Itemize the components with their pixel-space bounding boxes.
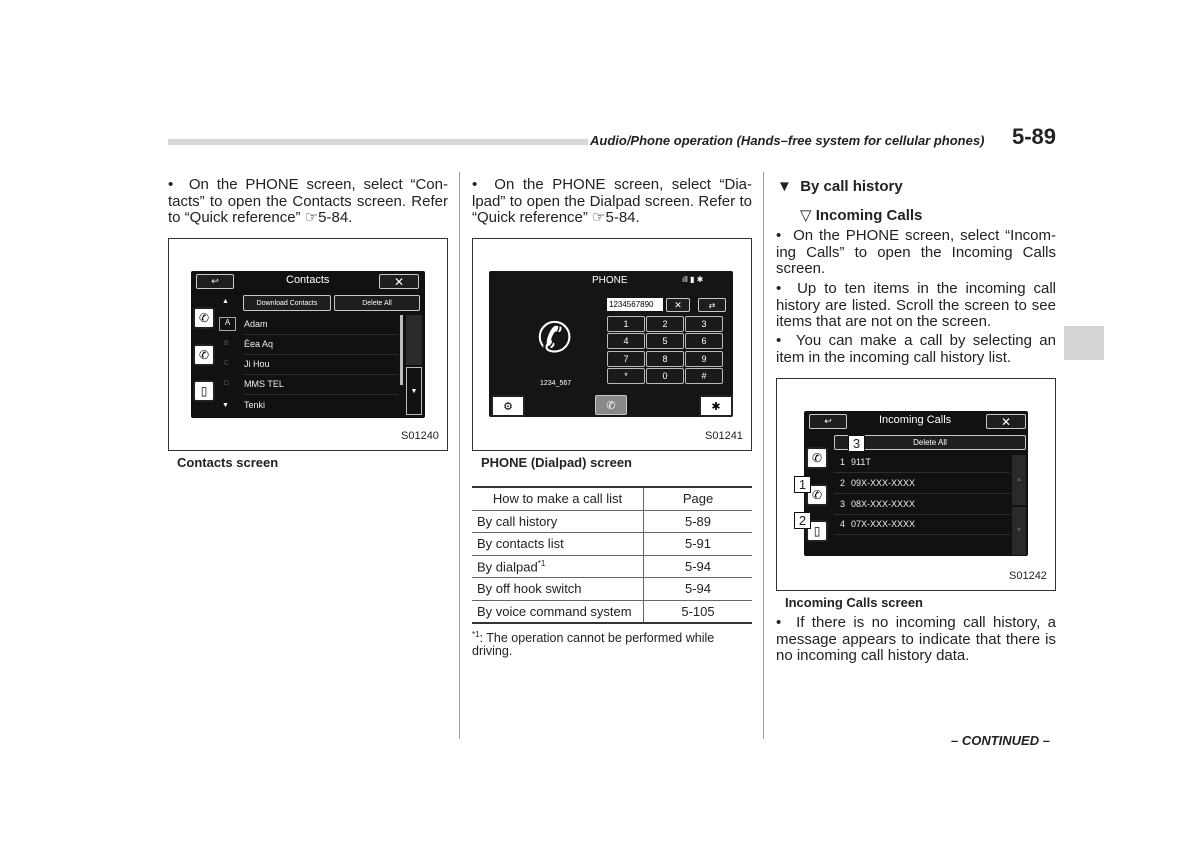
figure-code: S01242: [1009, 570, 1047, 582]
bullet-contacts: • On the PHONE screen, select “Con-tacts” to open the Contacts screen. Refer to “Quick reference” ☞5-84.: [168, 176, 448, 226]
column-divider: [459, 172, 460, 739]
contact-row[interactable]: Ji Hou: [244, 355, 399, 375]
back-button[interactable]: [809, 414, 847, 429]
index-letter[interactable]: B: [224, 340, 229, 347]
screen-title: Incoming Calls: [879, 414, 952, 426]
table-cell: 5-89: [644, 510, 753, 533]
contact-row[interactable]: Tenki: [244, 400, 266, 410]
bullet-ten-items: • Up to ten items in the incoming call history are listed. Scroll the screen to see items that are not on the screen.: [776, 280, 1056, 330]
screen-title: PHONE: [592, 275, 628, 286]
dial-key[interactable]: 5: [646, 333, 684, 349]
bullet-dot: •: [472, 176, 495, 193]
screen-title: Contacts: [286, 274, 330, 286]
bullet-make-call: • You can make a call by selecting an item in the incoming call history list.: [776, 332, 1056, 366]
dial-key[interactable]: 3: [685, 316, 723, 332]
dial-key[interactable]: 9: [685, 351, 723, 367]
phone-device-button[interactable]: [193, 380, 215, 402]
figure-contacts: [168, 238, 448, 451]
signal-status-icon: ıll ▮ ✱: [682, 275, 704, 284]
backspace-icon: ✕: [674, 299, 682, 310]
incoming-calls-screen: [804, 411, 1028, 556]
table-cell: 5-91: [644, 533, 753, 556]
scroll-up-pane[interactable]: [406, 315, 422, 365]
callout-1: 1: [794, 476, 811, 493]
contact-row[interactable]: MMS TEL: [244, 375, 399, 395]
index-letter[interactable]: A: [219, 317, 236, 331]
call-method-table: [472, 486, 752, 624]
chapter-tab: [1064, 326, 1104, 360]
figure-caption: Contacts screen: [177, 455, 279, 470]
scroll-down-icon[interactable]: ▼: [222, 402, 229, 409]
scroll-up-icon[interactable]: ▲: [222, 298, 229, 305]
history-button[interactable]: [698, 298, 726, 312]
table-cell: 5-105: [644, 600, 753, 623]
incoming-call-icon: ✆: [811, 451, 823, 465]
bullet-dot: •: [776, 332, 796, 349]
dial-key[interactable]: 7: [607, 351, 645, 367]
scroll-down-button[interactable]: [406, 367, 422, 415]
back-arrow-icon: ↩: [211, 276, 219, 286]
dial-key[interactable]: 8: [646, 351, 684, 367]
incoming-calls-button[interactable]: [806, 447, 828, 469]
close-icon: ✕: [1000, 414, 1012, 429]
call-number: 1234_567: [540, 380, 572, 387]
scrollbar-thumb[interactable]: [400, 315, 403, 385]
scroll-up-button[interactable]: [1012, 455, 1026, 505]
callout-3: 3: [848, 435, 865, 452]
index-letter[interactable]: D: [224, 380, 230, 387]
table-cell: By voice command system: [472, 600, 644, 623]
phone-device-icon: ▯: [200, 384, 208, 398]
table-row: [472, 600, 752, 623]
dial-key[interactable]: 4: [607, 333, 645, 349]
page-number: 5-89: [1012, 124, 1057, 149]
contact-row[interactable]: Adam: [244, 315, 399, 335]
bullet-dialpad: • On the PHONE screen, select “Dia-lpad” to open the Dialpad screen. Refer to “Quick reference” ☞5-84.: [472, 176, 752, 226]
delete-all-button[interactable]: Delete All: [334, 295, 420, 311]
table-cell: By call history: [472, 510, 644, 533]
table-row: [472, 510, 752, 533]
section-title: Audio/Phone operation (Hands–free system for cellular phones): [590, 133, 985, 148]
dial-key[interactable]: *: [607, 368, 645, 384]
triangle-down-icon: ▼: [777, 178, 801, 195]
table-row: [472, 533, 752, 556]
subsection-heading: ▽ Incoming Calls: [800, 207, 923, 224]
dialpad-screen: [489, 271, 733, 417]
back-arrow-icon: ↩: [824, 416, 832, 426]
bullet-open-incoming: • On the PHONE screen, select “Incom-ing Calls” to open the Incoming Calls screen.: [776, 227, 1056, 277]
figure-caption: Incoming Calls screen: [785, 595, 923, 610]
bullet-dot: •: [776, 614, 797, 631]
bullet-dot: •: [776, 227, 794, 244]
figure-caption: PHONE (Dialpad) screen: [481, 455, 632, 470]
continued-label: – CONTINUED –: [951, 733, 1050, 748]
callout-2: 2: [794, 512, 811, 529]
section-heading: ▼ By call history: [777, 178, 903, 195]
phone-handset-icon: ✆: [537, 314, 573, 361]
outgoing-call-icon: ✆: [811, 488, 823, 502]
bullet-dot: •: [776, 280, 798, 297]
outgoing-calls-button[interactable]: [193, 344, 215, 366]
figure-code: S01241: [705, 430, 743, 442]
table-cell: 5-94: [644, 555, 753, 578]
settings-button[interactable]: [491, 395, 525, 417]
figure-incoming-calls: [776, 378, 1056, 591]
number-field[interactable]: 1234567890: [607, 298, 663, 311]
footnote-mark: *1: [472, 630, 480, 639]
header-rule: [168, 139, 588, 145]
incoming-call-row[interactable]: 1 911T: [834, 452, 1010, 473]
footnote-ref: *1: [537, 558, 546, 568]
incoming-call-row[interactable]: 2 09X-XXX-XXXX: [834, 473, 1010, 494]
figure-dialpad: [472, 238, 752, 451]
delete-all-button[interactable]: Delete All: [834, 435, 1026, 450]
index-letter[interactable]: C: [224, 360, 230, 367]
outgoing-call-icon: ✆: [198, 348, 210, 362]
chevron-down-icon: ▼: [1015, 527, 1023, 534]
table-header: How to make a call list: [472, 487, 644, 510]
backspace-button[interactable]: [666, 298, 690, 312]
footnote: $^{*1}$: The operation cannot be performed while driving.: [472, 630, 715, 659]
history-icon: ⇄: [708, 300, 716, 310]
table-cell: By contacts list: [472, 533, 644, 556]
dial-key[interactable]: 0: [646, 368, 684, 384]
table-cell: 5-94: [644, 578, 753, 601]
download-contacts-button[interactable]: Download Contacts: [243, 295, 331, 311]
table-cell: By off hook switch: [472, 578, 644, 601]
dial-key[interactable]: 6: [685, 333, 723, 349]
triangle-outline-icon: ▽: [800, 207, 816, 224]
incoming-call-icon: ✆: [198, 311, 210, 325]
figure-code: S01240: [401, 430, 439, 442]
contact-row[interactable]: Èea Aq: [244, 335, 399, 355]
contacts-screen: [191, 271, 425, 418]
table-row: [472, 555, 752, 578]
chevron-up-icon: ▲: [1015, 476, 1023, 483]
table-header: Page: [644, 487, 753, 510]
dial-key[interactable]: #: [685, 368, 723, 384]
column-divider: [763, 172, 764, 739]
incoming-call-row[interactable]: 4 07X-XXX-XXXX: [834, 514, 1010, 535]
dial-key[interactable]: 2: [646, 316, 684, 332]
incoming-call-row[interactable]: 3 08X-XXX-XXXX: [834, 494, 1010, 515]
handset-icon: ✆: [606, 399, 616, 412]
bullet-dot: •: [168, 176, 189, 193]
chevron-down-icon: ▼: [410, 387, 418, 395]
table-header-row: [472, 487, 752, 510]
close-button[interactable]: [379, 274, 419, 289]
close-button[interactable]: [986, 414, 1026, 429]
call-button[interactable]: [595, 395, 627, 415]
scroll-down-button[interactable]: [1012, 507, 1026, 555]
bullet-no-history: • If there is no incoming call history, a message appears to indicate that there is no incoming call history data.: [776, 614, 1057, 664]
table-cell: By dialpad$^{*1}$: [472, 555, 644, 578]
incoming-calls-button[interactable]: [193, 307, 215, 329]
bluetooth-button[interactable]: [699, 395, 733, 417]
phone-device-icon: ▯: [813, 524, 821, 538]
dial-key[interactable]: 1: [607, 316, 645, 332]
back-button[interactable]: [196, 274, 234, 289]
close-icon: ✕: [393, 274, 405, 289]
bluetooth-icon: ✱: [711, 400, 721, 413]
table-row: [472, 578, 752, 601]
gear-icon: ⚙: [503, 400, 513, 413]
